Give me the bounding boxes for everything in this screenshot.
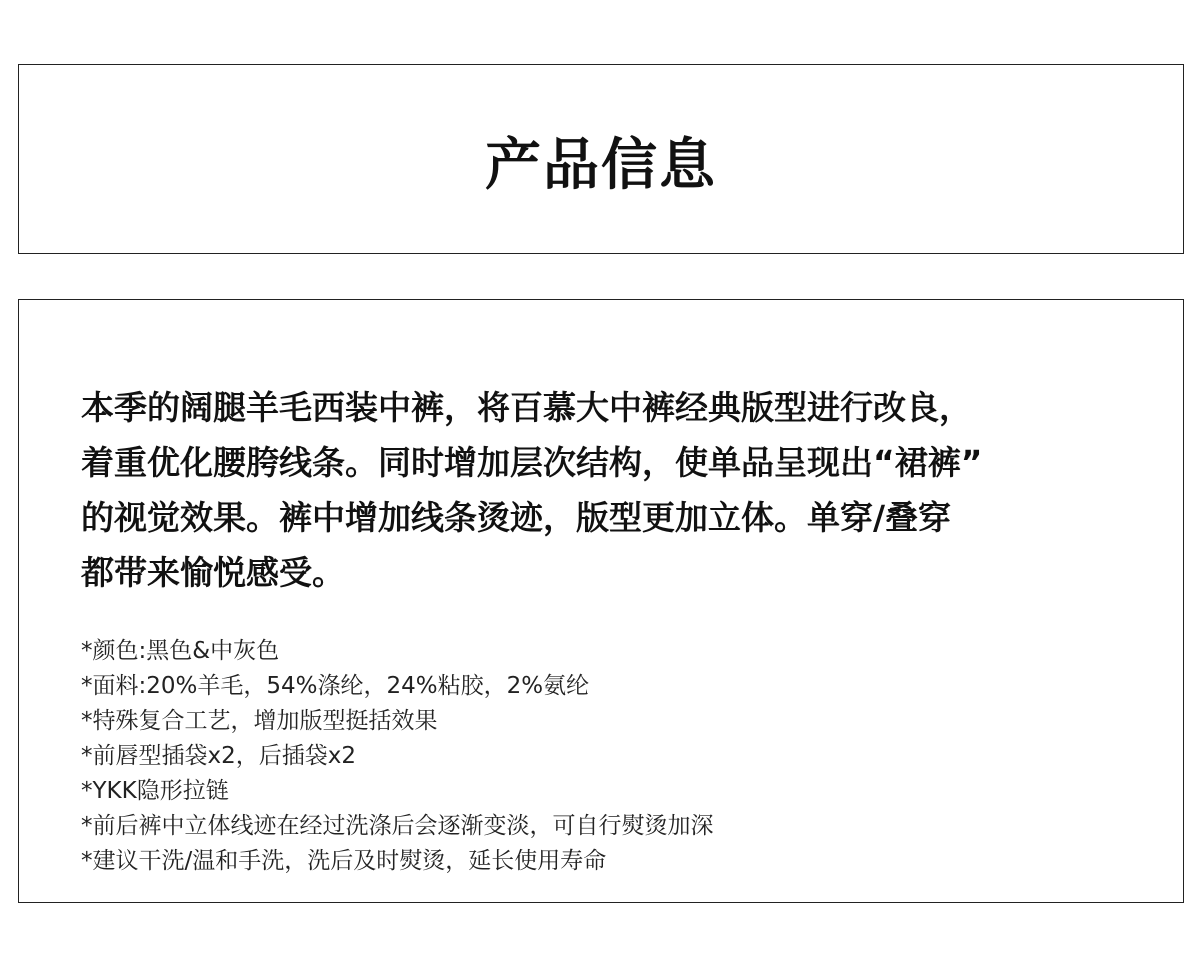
product-description bbox=[81, 380, 1141, 600]
spec-item-crease: *前后裤中立体线迹在经过洗涤后会逐渐变淡，可自行熨烫加深 bbox=[81, 813, 714, 839]
spec-item-process: *特殊复合工艺，增加版型挺括效果 bbox=[81, 708, 438, 734]
title-box bbox=[18, 64, 1184, 254]
spec-item-care: *建议干洗/温和手洗，洗后及时熨烫，延长使用寿命 bbox=[81, 848, 607, 874]
spec-item-zipper: *YKK隐形拉链 bbox=[81, 778, 229, 804]
description-line: 的视觉效果。裤中增加线条烫迹，版型更加立体。单穿/叠穿 bbox=[81, 498, 952, 537]
description-line: 本季的阔腿羊毛西装中裤，将百慕大中裤经典版型进行改良， bbox=[81, 388, 972, 427]
description-line: 都带来愉悦感受。 bbox=[81, 553, 345, 592]
spec-item-pockets: *前唇型插袋x2，后插袋x2 bbox=[81, 743, 356, 769]
product-info-box bbox=[18, 299, 1184, 903]
spec-item-fabric: *面料:20%羊毛，54%涤纶，24%粘胶，2%氨纶 bbox=[81, 673, 590, 699]
spec-item-color: *颜色:黑色&中灰色 bbox=[81, 638, 280, 664]
description-line: 着重优化腰胯线条。同时增加层次结构，使单品呈现出“裙裤” bbox=[81, 443, 983, 482]
spec-list bbox=[81, 634, 714, 879]
page-title: 产品信息 bbox=[485, 133, 717, 198]
